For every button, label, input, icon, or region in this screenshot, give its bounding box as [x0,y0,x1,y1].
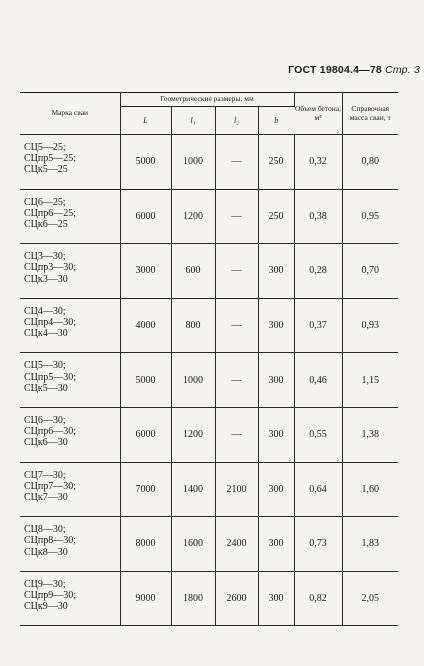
header-volume: Объем бетона, м³ [294,93,342,135]
width-cell: 250 [258,135,294,190]
table-row [20,462,398,517]
pile-mark: СЦ5—30; [24,360,66,372]
page-number: Стр. 3 [385,64,420,76]
pile-mark: СЦ5—25; [24,142,66,153]
l2-cell: — [215,298,258,353]
pile-mark: СЦпр8—30; [24,535,77,547]
pile-mark: СЦпр6—25; [24,207,77,219]
table-row [20,353,398,408]
table-row [20,135,398,190]
volume-cell: 0,32 [294,135,342,190]
l2-cell: — [215,353,258,408]
l2-cell: 2600 [215,571,258,626]
pile-mark: СЦ7—30; [24,469,66,481]
pile-marks-cell [20,244,120,299]
l1-cell: 1400 [171,462,215,517]
width-cell: 300 [258,244,294,299]
header-geometry: Геометрические размеры, мм [120,93,294,107]
pile-mark: СЦпр7—30; [24,480,77,492]
pile-mark: СЦк6—30 [24,437,68,449]
length-cell: 8000 [120,517,171,572]
header-l1: l₁ [171,107,215,135]
l1-cell: 1000 [171,353,215,408]
l2-cell: — [215,407,258,462]
l2-cell: — [215,244,258,299]
width-cell: 300 [258,407,294,462]
pile-mark: СЦ6—30; [24,414,66,426]
width-cell: 300 [258,462,294,517]
pile-mark: СЦпр6—30; [24,426,77,438]
l1-cell: 1000 [171,135,215,190]
pile-marks-cell [20,462,120,517]
pile-dimensions-table [20,92,398,626]
pile-mark: СЦпр4—30; [24,316,77,328]
pile-mark: СЦпр3—30; [24,262,77,274]
table-row [20,407,398,462]
volume-cell: 0,55 [294,407,342,462]
pile-mark: СЦпр5—30; [24,371,77,383]
length-cell: 5000 [120,353,171,408]
pile-mark: СЦк9—30 [24,601,68,613]
pile-mark: СЦ9—30; [24,578,66,590]
header-length: L [120,107,171,135]
length-cell: 3000 [120,244,171,299]
l1-cell: 1800 [171,571,215,626]
length-cell: 4000 [120,298,171,353]
volume-cell: 0,38 [294,189,342,244]
pile-marks-cell [20,571,120,626]
pile-mark: СЦк6—25 [24,218,68,230]
pile-marks-cell [20,517,120,572]
volume-cell: 0,37 [294,298,342,353]
length-cell: 7000 [120,462,171,517]
page-header [288,64,420,76]
mass-cell: 1,38 [342,407,398,462]
pile-mark: СЦ4—30; [24,305,66,317]
l1-cell: 1600 [171,517,215,572]
pile-mark: СЦк4—30 [24,328,68,340]
pile-marks-cell [20,407,120,462]
pile-mark: СЦк3—30 [24,273,68,285]
l1-cell: 800 [171,298,215,353]
table-body [20,135,398,626]
pile-mark: СЦ6—25; [24,196,66,208]
pile-mark: СЦк8—30 [24,546,68,558]
table-row [20,517,398,572]
l2-cell: — [215,135,258,190]
pile-mark: СЦ3—30; [24,251,66,263]
l2-cell: — [215,189,258,244]
pile-mark: СЦк5—30 [24,382,68,394]
mass-cell: 0,93 [342,298,398,353]
length-cell: 6000 [120,407,171,462]
mass-cell: 1,83 [342,517,398,572]
table-row [20,298,398,353]
width-cell: 300 [258,571,294,626]
pile-marks-cell [20,353,120,408]
mass-cell: 0,80 [342,135,398,190]
header-mark: Марка сваи [20,93,120,135]
l2-cell: 2100 [215,462,258,517]
pile-mark: СЦпр5—25; [24,153,77,165]
l1-cell: 1200 [171,407,215,462]
length-cell: 5000 [120,135,171,190]
width-cell: 250 [258,189,294,244]
length-cell: 6000 [120,189,171,244]
l1-cell: 600 [171,244,215,299]
mass-cell: 1,15 [342,353,398,408]
pile-mark: СЦпр9—30; [24,589,77,601]
header-width: b [258,107,294,135]
mass-cell: 2,05 [342,571,398,626]
table-row [20,189,398,244]
table-row [20,571,398,626]
l1-cell: 1200 [171,189,215,244]
volume-cell: 0,82 [294,571,342,626]
pile-mark: СЦк7—30 [24,491,68,503]
mass-cell: 1,60 [342,462,398,517]
mass-cell: 0,70 [342,244,398,299]
table-row [20,244,398,299]
header-l2: l₂ [215,107,258,135]
pile-marks-cell [20,135,120,190]
pile-mark: СЦ8—30; [24,524,66,536]
pile-marks-cell [20,189,120,244]
width-cell: 300 [258,298,294,353]
l2-cell: 2400 [215,517,258,572]
length-cell: 9000 [120,571,171,626]
standard-number: ГОСТ 19804.4—78 [288,64,382,76]
volume-cell: 0,73 [294,517,342,572]
volume-cell: 0,64 [294,462,342,517]
pile-marks-cell [20,298,120,353]
mass-cell: 0,95 [342,189,398,244]
width-cell: 300 [258,353,294,408]
pile-mark: СЦк5—25 [24,164,68,176]
header-mass: Справочная масса сваи, т [342,93,398,135]
volume-cell: 0,46 [294,353,342,408]
volume-cell: 0,28 [294,244,342,299]
width-cell: 300 [258,517,294,572]
